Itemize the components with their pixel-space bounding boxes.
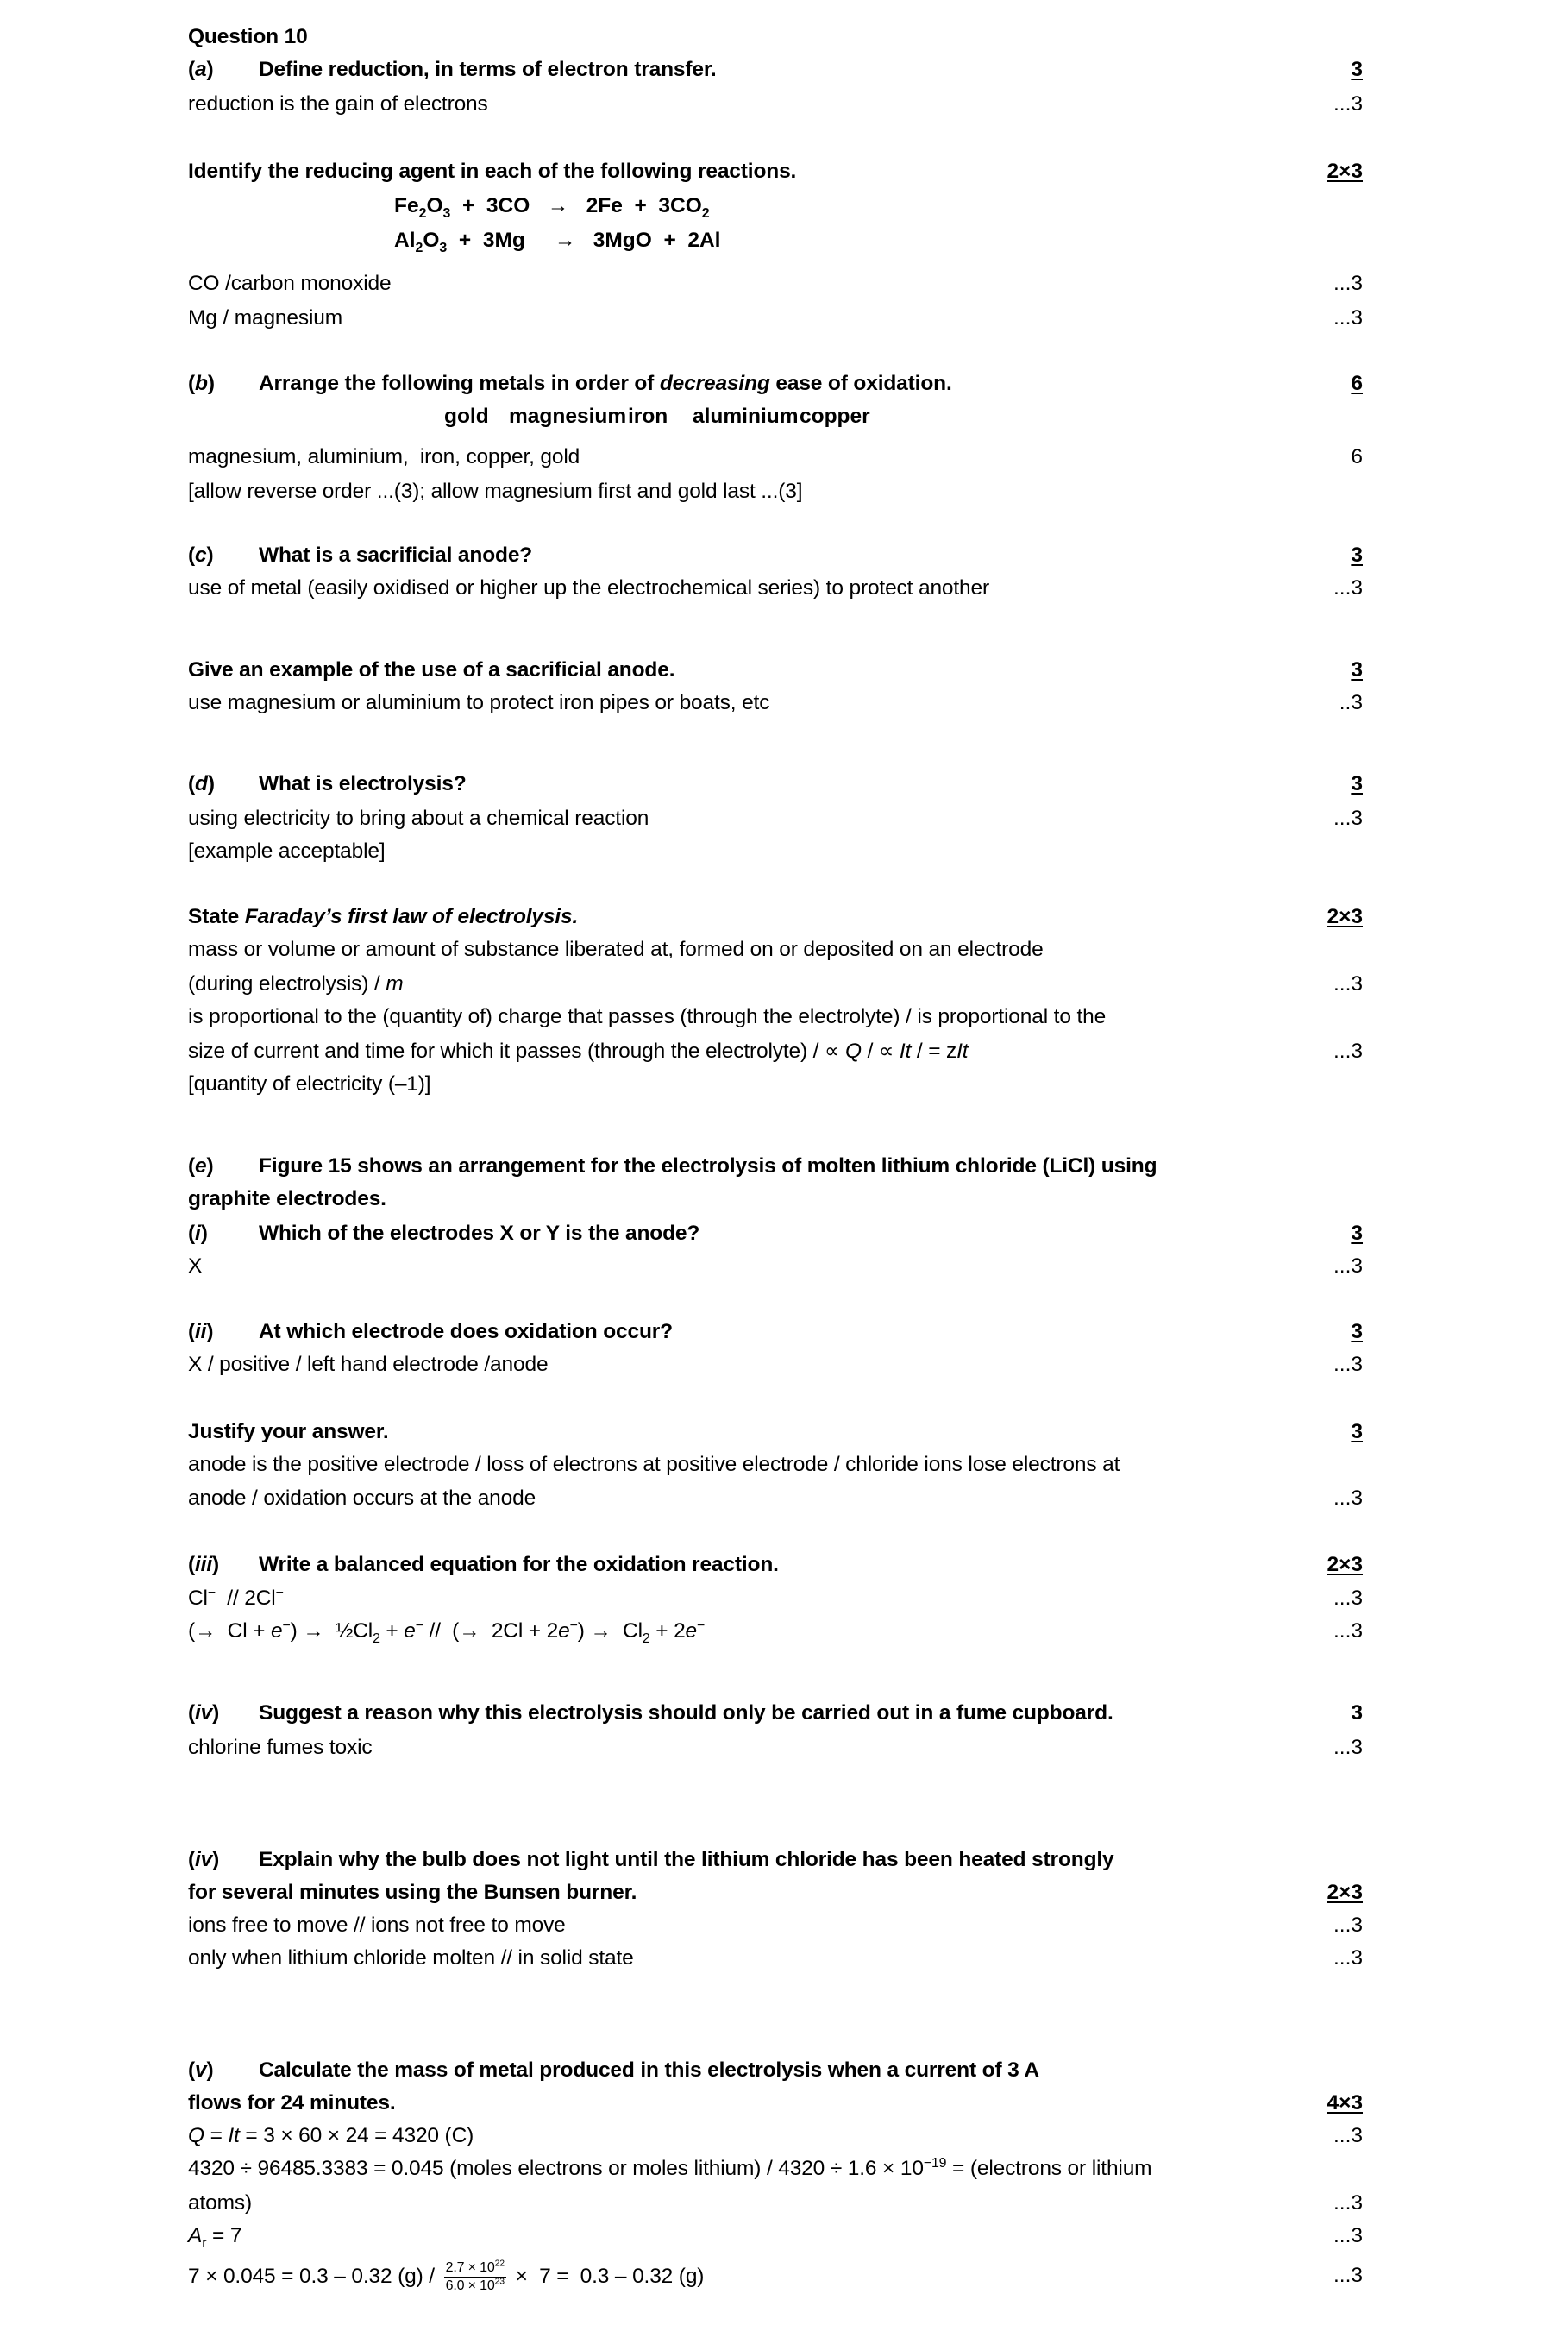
marks: ...3 (1333, 576, 1363, 600)
equation-1: $Fe_2O_3 + 3CO \to 2Fe + 3CO_2$ (394, 194, 710, 221)
answer-e-v-2b: atoms) (188, 2191, 252, 2215)
marks: ...3 (1333, 2264, 1363, 2287)
marks: ...3 (1333, 972, 1363, 996)
marks: 3 (1351, 544, 1363, 567)
marks: 3 (1351, 1222, 1363, 1245)
marks: ...3 (1333, 1619, 1363, 1643)
marks: ...3 (1333, 2191, 1363, 2215)
marks: ...3 (1333, 272, 1363, 295)
marks: ...3 (1333, 1040, 1363, 1063)
question-e-i: (i) Which of the electrodes X or Y is the anode? (188, 1222, 700, 1245)
question-e-intro-2: graphite electrodes. (188, 1187, 386, 1210)
answer-e-i: X (188, 1254, 203, 1278)
question-e-iv-a: (iv) Suggest a reason why this electrolysis should only be carried out in a fume cupboard. (188, 1701, 1113, 1725)
answer-d-faraday-2: (during electrolysis) / m (188, 972, 404, 996)
question-a: (a) Define reduction, in terms of electron transfer. (188, 54, 717, 85)
question-d-faraday: State Faraday’s first law of electrolysis. (188, 905, 579, 928)
metal-copper: copper (800, 405, 870, 428)
answer-e-iii-2: (→ $Cl + e^-) \to \frac{1}{2}Cl_2 + e^-$ // (→ $2Cl + 2e^-) \to Cl_2 + 2e^-$ (188, 1618, 706, 1646)
answer-d-faraday-3: is proportional to the (quantity of) charge that passes (through the electrolyte) / is proportional to the (188, 1005, 1107, 1028)
marks: ...3 (1333, 306, 1363, 330)
metal-aluminium: aluminium (693, 405, 799, 428)
answer-e-ii-justify-2: anode / oxidation occurs at the anode (188, 1486, 536, 1510)
marks: ...3 (1333, 1914, 1363, 1937)
marks: 3 (1351, 1420, 1363, 1443)
question-e-iv-b-2: for several minutes using the Bunsen burner. (188, 1881, 637, 1904)
marks: 2×3 (1327, 1553, 1363, 1576)
answer-e-v-1: Q = It = 3 × 60 × 24 = 4320 (C) (188, 2124, 474, 2147)
marks: ...3 (1333, 1946, 1363, 1970)
question-c: (c) What is a sacrificial anode? (188, 544, 533, 567)
question-e-ii: (ii) At which electrode does oxidation occur? (188, 1320, 673, 1343)
marks: 3 (1351, 1320, 1363, 1343)
marks: ...3 (1333, 1736, 1363, 1759)
question-e-v-2: flows for 24 minutes. (188, 2091, 396, 2115)
answer-c-example: use magnesium or aluminium to protect iron pipes or boats, etc (188, 691, 770, 714)
answer-d: using electricity to bring about a chemical reaction (188, 807, 649, 830)
marks: ...3 (1333, 1254, 1363, 1278)
part-label: (a) (188, 58, 214, 81)
question-b: (b) Arrange the following metals in order of decreasing ease of oxidation. (188, 372, 952, 395)
question-e-ii-justify: Justify your answer. (188, 1420, 389, 1443)
marks: ...3 (1333, 1486, 1363, 1510)
question-d: (d) What is electrolysis? (188, 772, 467, 795)
marks: 2×3 (1327, 1881, 1363, 1904)
answer-e-iv-b-2: only when lithium chloride molten // in solid state (188, 1946, 634, 1970)
answer-d-faraday-note: [quantity of electricity (–1)] (188, 1072, 431, 1096)
marks: 6 (1351, 445, 1363, 468)
marks: ...3 (1333, 2124, 1363, 2147)
marks: ...3 (1333, 1587, 1363, 1610)
answer-d-faraday-1: mass or volume or amount of substance liberated at, formed on or deposited on an electrode (188, 938, 1044, 961)
marks: ...3 (1333, 1353, 1363, 1376)
answer-e-iii-1: Cl− // 2Cl− (188, 1585, 284, 1610)
question-e-v: (v) Calculate the mass of metal produced in this electrolysis when a current of 3 A (188, 2058, 1039, 2082)
marks: 3 (1351, 58, 1363, 81)
answer-e-ii-justify-1: anode is the positive electrode / loss of electrons at positive electrode / chloride ions lose electrons at (188, 1453, 1120, 1476)
marks: ...3 (1333, 2224, 1363, 2247)
question-a-reducing-agent: Identify the reducing agent in each of the following reactions. (188, 160, 797, 183)
marks: 2×3 (1327, 160, 1363, 183)
answer-a-2: Mg / magnesium (188, 306, 342, 330)
answer-a-1: CO /carbon monoxide (188, 272, 392, 295)
metal-gold: gold (444, 405, 489, 428)
answer-e-v-3: $A_r = 7$ (188, 2224, 242, 2251)
question-e-iii: (iii) Write a balanced equation for the oxidation reaction. (188, 1553, 779, 1576)
marks: 3 (1351, 772, 1363, 795)
marks: 3 (1351, 1701, 1363, 1725)
answer-e-iv-a: chlorine fumes toxic (188, 1736, 373, 1759)
question-c-example: Give an example of the use of a sacrificial anode. (188, 658, 675, 682)
marks: 3 (1351, 658, 1363, 682)
answer-e-iv-b-1: ions free to move // ions not free to move (188, 1914, 566, 1937)
answer-e-ii: X / positive / left hand electrode /anode (188, 1353, 549, 1376)
question-e-iv-b: (iv) Explain why the bulb does not light until the lithium chloride has been heated strongly (188, 1848, 1114, 1871)
metal-magnesium: magnesium (509, 405, 627, 428)
answer-c: use of metal (easily oxidised or higher up the electrochemical series) to protect another (188, 576, 990, 600)
answer-a: reduction is the gain of electrons (188, 92, 488, 116)
answer-b-note: [allow reverse order ...(3); allow magnesium first and gold last ...(3] (188, 480, 803, 503)
answer-e-v-4: 7 × 0.045 = 0.3 – 0.32 (g) / $\frac{2.7 \times 10^{22}}{6.0 \times 10^{23}}$ × 7 = 0.3 – 0.32 (g) (188, 2259, 705, 2294)
marks: 6 (1351, 372, 1363, 395)
metal-iron: iron (628, 405, 668, 428)
answer-d-faraday-4: size of current and time for which it passes (through the electrolyte) / ∝ Q / ∝ It / = zIt (188, 1040, 969, 1063)
answer-e-v-2: 4320 ÷ 96485.3383 = 0.045 (moles electrons or moles lithium) / $4320 \div 1.6 \times 10^{-19}$ = (electrons or lithium (188, 2155, 1152, 2180)
marks: ...3 (1333, 92, 1363, 116)
marks: 4×3 (1327, 2091, 1363, 2115)
answer-b: magnesium, aluminium, iron, copper, gold (188, 445, 580, 468)
marks: 2×3 (1327, 905, 1363, 928)
marks: ...3 (1333, 807, 1363, 830)
marks: ..3 (1339, 691, 1363, 714)
answer-d-note: [example acceptable] (188, 839, 386, 863)
question-title: Question 10 (188, 25, 308, 48)
equation-2: $Al_2O_3 + 3Mg$ → 3MgO + 2Al (394, 229, 721, 255)
question-e-intro: (e) Figure 15 shows an arrangement for the electrolysis of molten lithium chloride (LiCl) using (188, 1154, 1157, 1178)
fraction: $\frac{2.7 \times 10^{22}}{6.0 \times 10^{23}}$ (445, 2259, 505, 2294)
